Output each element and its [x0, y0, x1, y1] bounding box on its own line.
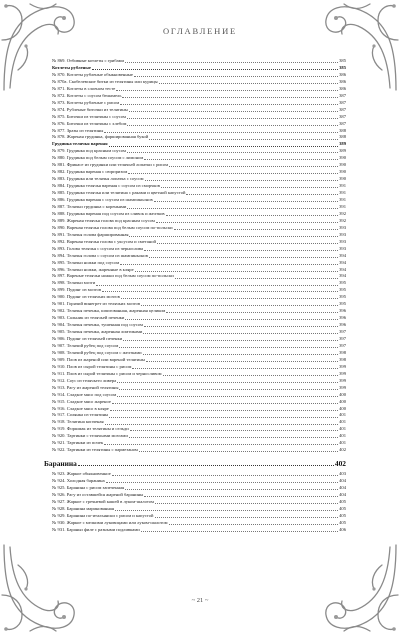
toc-entry [52, 211, 346, 218]
toc-entry-page: 399 [339, 363, 346, 369]
toc-entry-page: 395 [339, 287, 346, 293]
toc-entry [52, 357, 346, 364]
toc-entry-title: № 931. Бараньи филе с разными подливками [52, 526, 140, 532]
toc-entry-title: № 878. Жареная грудинка, фаршированная букой [52, 134, 149, 140]
dot-leader [139, 450, 338, 452]
toc-entry [52, 527, 346, 534]
toc-entry-page: 390 [339, 162, 346, 168]
dot-leader [130, 429, 338, 431]
toc-entry-title: № 914. Сладкое мясо под соусом [52, 391, 117, 397]
dot-leader [154, 200, 338, 202]
toc-entry [52, 371, 346, 378]
toc-entry-page: 398 [339, 349, 346, 355]
toc-entry-title: № 888. Грудинка вареная под соусом из сливок и желтков [52, 210, 165, 216]
toc-entry [52, 169, 346, 176]
toc-entry [52, 433, 346, 440]
dot-leader [132, 367, 338, 369]
page-title: ОГЛАВЛЕНИЕ [162, 26, 238, 36]
toc-entry [52, 399, 346, 406]
toc-entry-title: № 904. Телячья печенка, тушенная под соусом [52, 322, 143, 328]
toc-entry [52, 197, 346, 204]
toc-entry [52, 253, 346, 260]
toc-entry-title: № 913. Рагу из жареной телятины [52, 384, 119, 390]
dot-leader [145, 179, 339, 181]
dot-leader [135, 270, 338, 272]
toc-entry [52, 447, 346, 454]
toc-entry-title: № 923. Жаркое обыкновенное [52, 471, 111, 477]
toc-entry-page: 390 [339, 169, 346, 175]
dot-leader [144, 495, 338, 497]
toc-entry-title: № 930. Жаркое с мелкими луковицами или луком-шалотом [52, 519, 168, 525]
toc-entry [52, 280, 346, 287]
toc-entry-page: 399 [339, 370, 346, 376]
toc-entry-title: № 885. Грудинка телячья или телятина с раками и цветной капустой [52, 190, 186, 196]
dot-leader [128, 172, 338, 174]
toc-entry-page: 401 [339, 433, 346, 439]
toc-entry-page: 405 [339, 519, 346, 525]
toc-entry [52, 121, 346, 128]
toc-entry-title: № 887. Телячьи грудинка с кореньями [52, 203, 127, 209]
dot-leader [169, 165, 338, 167]
toc-entry-page: 401 [339, 426, 346, 432]
toc-entry-title: № 893. Голова телячья с соусом из чернослива [52, 245, 144, 251]
toc-entry [52, 406, 346, 413]
toc-entry-page: 401 [339, 440, 346, 446]
dot-leader [186, 193, 338, 195]
toc-entry [52, 378, 346, 385]
dot-leader [120, 263, 338, 265]
dot-leader [166, 214, 339, 216]
toc-entry-page: 388 [339, 127, 346, 133]
toc-entry-title: № 872. Котлеты с соусом бешамель [52, 92, 122, 98]
toc-section-heading [52, 141, 346, 148]
dot-leader [141, 304, 338, 306]
dot-leader [144, 249, 338, 251]
dot-leader [109, 416, 338, 418]
toc-entry-title: № 912. Соус из телячьего ливера [52, 377, 117, 383]
dot-leader [143, 353, 338, 355]
toc-entry [52, 343, 346, 350]
toc-entry-title: Грудинка телячья вареная [52, 141, 108, 147]
dot-leader [166, 311, 338, 313]
toc-entry-page: 386 [339, 78, 346, 84]
toc-entry-title: № 895. Телячьи ножки под соусом [52, 259, 120, 265]
toc-entry-page: 387 [339, 120, 346, 126]
toc-entry [52, 72, 346, 79]
toc-entry [52, 148, 346, 155]
dot-leader [109, 145, 339, 147]
toc-entry [52, 183, 346, 190]
toc-entry-page: 391 [339, 203, 346, 209]
toc-entry [52, 471, 346, 478]
page-number: ~ 21 ~ [191, 597, 209, 604]
dot-leader [127, 117, 338, 119]
toc-entry-page: 385 [339, 58, 346, 63]
toc-entry-title: № 884. Грудинка телячья вареная с соусом из сморчков [52, 183, 160, 189]
dot-leader [155, 502, 338, 504]
toc-entry-title: № 916. Сладкое мясо в кляре [52, 405, 109, 411]
toc-entry [52, 419, 346, 426]
toc-entry [52, 273, 346, 280]
toc-entry-title: № 907. Телячий рубец под соусом [52, 342, 119, 348]
toc-entry-page: 405 [339, 512, 346, 518]
dot-leader [129, 235, 338, 237]
toc-entry-title: № 873. Котлеты рубленые с рисом [52, 99, 120, 105]
bottom-left-ornament [0, 540, 85, 635]
toc-entry [52, 79, 346, 86]
dot-leader [127, 207, 338, 209]
dot-leader [144, 158, 338, 160]
dot-leader [104, 131, 338, 133]
toc-entry-title: № 882. Грудинка вареная с сюрпризом [52, 169, 128, 175]
toc-entry-page: 394 [339, 273, 346, 279]
toc-entry-title: № 875. Биточки из телятины с соусом [52, 113, 126, 119]
toc-entry [52, 315, 346, 322]
toc-entry-page: 397 [339, 336, 346, 341]
toc-entry [52, 86, 346, 93]
toc-entry-title: № 926. Рагу из оставшейся жареной баранины [52, 492, 144, 497]
toc-entry-title: № 889. Жареная телячья голова под красным соусом [52, 217, 155, 223]
toc-entry-page: 401 [339, 412, 346, 418]
toc-entry-title: № 903. Сальник из телячьей печенки [52, 315, 125, 321]
toc-entry-page: 397 [339, 342, 346, 348]
toc-entry [52, 100, 346, 107]
dot-leader [106, 481, 338, 483]
toc-entry-page: 395 [339, 301, 346, 307]
dot-leader [120, 103, 338, 105]
toc-entry [52, 520, 346, 527]
toc-entry [52, 225, 346, 232]
toc-entry-title: № 880. Грудинка под белым соусом с лимоном [52, 155, 144, 161]
toc-entry [52, 478, 346, 485]
dot-leader [104, 443, 338, 445]
toc-entry-page: 393 [339, 224, 346, 230]
toc-entry [52, 232, 346, 239]
toc-entry [52, 392, 346, 399]
toc-entry [52, 350, 346, 357]
toc-entry [52, 364, 346, 371]
dot-leader [121, 297, 338, 299]
toc-entry-title: № 870. Котлеты рубленые обыкновенные [52, 71, 133, 77]
toc-entry-page: 405 [339, 498, 346, 504]
toc-entry-page: 397 [339, 329, 346, 335]
toc-entry-page: 386 [339, 71, 346, 77]
dot-leader [141, 530, 338, 532]
toc-entry [52, 218, 346, 225]
dot-leader [122, 96, 338, 98]
dot-leader [112, 402, 338, 404]
dot-leader [149, 256, 338, 258]
dot-leader [125, 318, 338, 320]
toc-entry [52, 336, 346, 343]
toc-entry [52, 239, 346, 246]
dot-leader [117, 381, 338, 383]
toc-entry-page: 390 [339, 176, 346, 182]
dot-leader [157, 242, 338, 244]
toc-entry-page: 400 [339, 398, 346, 404]
dot-leader [119, 346, 338, 348]
toc-entry-title: № 876. Биточки из телятины с хлебом [52, 120, 127, 126]
toc-entry [52, 246, 346, 253]
toc-entry-title: № 877. Зразы из телятины [52, 127, 104, 133]
toc-entry-title: № 901. Горячий винегрет из телячьих мозгов [52, 301, 140, 307]
toc-entry [52, 107, 346, 114]
toc-entry-page: 387 [339, 99, 346, 105]
toc-entry [52, 190, 346, 197]
toc-entry [52, 322, 346, 329]
toc-entry-page: 394 [339, 259, 346, 265]
toc-entry-page: 391 [339, 197, 346, 202]
dot-leader [143, 332, 338, 334]
toc-entry-page: 389 [339, 148, 346, 154]
dot-leader [102, 290, 338, 292]
toc-entry-page: 386 [339, 85, 346, 91]
toc-entry [52, 58, 346, 65]
toc-entry-title: Баранина [44, 459, 77, 469]
toc-entry-page: 387 [339, 106, 346, 112]
toc-entry-title: № 869. Отбивные котлеты с грибами [52, 58, 125, 63]
toc-entry-title: № 897. Вареные телячьи ножки под белым соусом по-польски [52, 273, 174, 279]
toc-entry-page: 385 [339, 64, 346, 70]
toc-entry-page: 398 [339, 356, 346, 362]
dot-leader [119, 388, 338, 390]
dot-leader [125, 488, 338, 490]
toc-entry-page: 406 [339, 526, 346, 532]
toc-entry-title: № 921. Тартинки из почек [52, 440, 104, 446]
toc-entry-title: № 871. Котлеты в слоеном тесте [52, 85, 116, 91]
toc-entry-page: 392 [339, 217, 346, 223]
toc-entry [52, 267, 346, 274]
toc-entry-page: 388 [339, 134, 346, 140]
toc-section-heading [44, 459, 346, 468]
toc-entry-title: № 883. Грудинка или телячья лопатка с соусом [52, 176, 144, 182]
toc-entry-page: 400 [339, 391, 346, 397]
toc-entry-page: 390 [339, 155, 346, 161]
dot-leader [110, 409, 338, 411]
toc-entry-page: 401 [339, 419, 346, 425]
toc-entry [52, 260, 346, 267]
toc-entry-page: 404 [339, 485, 346, 491]
toc-entry [52, 114, 346, 121]
dot-leader [127, 124, 338, 126]
toc-entry [52, 128, 346, 135]
toc-entry [52, 485, 346, 492]
toc-entry-title: № 917. Солянка из телятины [52, 412, 109, 418]
dot-leader [105, 423, 338, 425]
toc-entry-title: № 915. Сладкое мясо жареное [52, 398, 111, 404]
toc-entry-page: 402 [339, 447, 346, 453]
dot-leader [116, 89, 338, 91]
toc-entry-title: Котлеты рубленые [52, 64, 91, 70]
toc-entry-title: № 896. Телячьи ножки, жаренные в кляре [52, 266, 134, 272]
toc-entry-title: № 919. Форшмак из телятины и сельди [52, 426, 129, 432]
toc-entry [52, 294, 346, 301]
toc-entry [52, 134, 346, 141]
toc-entry-title: № 925. Баранина с рисом запеченная [52, 485, 125, 491]
toc-entry-title: № 905. Телячья печенка, жаренная ломтиками [52, 329, 143, 335]
dot-leader [159, 82, 338, 84]
bottom-right-ornament [315, 540, 400, 635]
toc-entry-title: № 879. Грудинка под красным соусом [52, 148, 126, 154]
toc-entry-page: 404 [339, 478, 346, 484]
dot-leader [78, 464, 334, 466]
dot-leader [112, 474, 338, 476]
toc-entry [52, 513, 346, 520]
toc-entry-page: 387 [339, 113, 346, 119]
toc-entry-page: 395 [339, 280, 346, 286]
toc-entry-title: № 920. Тартинки с телячьими мозгами [52, 433, 128, 439]
toc-entry-title: № 892. Вареная телячья голова с уксусом и сметаной [52, 238, 157, 244]
toc-entry-title: № 874. Рубленые биточки из телятины [52, 106, 128, 112]
dot-leader [129, 436, 338, 438]
toc-entry-title: № 924. Холодная баранина [52, 478, 105, 484]
toc-entry [52, 412, 346, 419]
toc-entry-page: 399 [339, 384, 346, 390]
toc-entry [52, 204, 346, 211]
toc-entry-page: 396 [339, 322, 346, 328]
toc-entry [52, 426, 346, 433]
toc-entry-page: 404 [339, 492, 346, 497]
dot-leader [92, 68, 338, 70]
dot-leader [161, 186, 338, 188]
dot-leader [123, 339, 338, 341]
toc-entry-title: № 898. Телячьи мозги [52, 280, 96, 286]
dot-leader [127, 151, 338, 153]
dot-leader [129, 110, 338, 112]
toc-entry-page: 399 [339, 377, 346, 383]
toc-entry-page: 400 [339, 405, 346, 411]
toc-entry-page: 405 [339, 505, 346, 511]
toc-entry [52, 162, 346, 169]
toc-entry-page: 402 [334, 459, 346, 469]
dot-leader [169, 523, 339, 525]
toc-entry-page: 391 [339, 183, 346, 189]
toc-entry-title: № 929. Баранина по-итальянски с рисом и капустой [52, 512, 154, 518]
dot-leader [174, 228, 338, 230]
toc-entry-page: 392 [339, 210, 346, 216]
toc-entry-title: № 870а. Скобелевские битки из телятины или курицы [52, 78, 158, 84]
toc-entry [52, 308, 346, 315]
toc-entry-page: 387 [339, 92, 346, 98]
toc-entry [52, 329, 346, 336]
toc-entry-page: 394 [339, 252, 346, 258]
toc-entry-page: 389 [339, 141, 346, 147]
dot-leader [115, 509, 338, 511]
toc-entry-title: № 909. Плов из жареной или вареной телятины [52, 356, 145, 362]
toc-entry [52, 492, 346, 499]
toc-entry-title: № 890. Вареная телячья голова под белым соусом по-польски [52, 224, 173, 230]
dot-leader [163, 374, 339, 376]
dot-leader [144, 325, 338, 327]
toc-entry-page: 403 [339, 471, 346, 477]
toc-entry-page: 394 [339, 266, 346, 272]
toc-entry-title: № 900. Пудинг из телячьих мозгов [52, 294, 120, 300]
toc-entry-title: № 928. Баранина маринованная [52, 505, 114, 511]
toc-entry-title: № 886. Грудинка вареная с соусом из шампиньонов [52, 197, 153, 202]
toc-entry-title: № 927. Жаркое с гречневой кашей в луком-шалотом [52, 498, 154, 504]
toc-entry-title: № 906. Пудинг из телячьей печенки [52, 336, 123, 341]
toc-entry-title: № 918. Телятина копченая [52, 419, 104, 425]
toc-entry-title: № 894. Телячья голова с соусом из шампиньонов [52, 252, 148, 258]
toc-entry [52, 301, 346, 308]
dot-leader [146, 360, 338, 362]
toc-entry [52, 506, 346, 513]
toc-entry-title: № 911. Плов из сырой телятины с рисом и черносливом [52, 370, 162, 376]
toc-entry [52, 385, 346, 392]
dot-leader [156, 221, 338, 223]
toc-entry-page: 396 [339, 308, 346, 314]
toc-entry-title: № 891. Телячья голова фаршированная [52, 231, 129, 237]
toc-entry-title: № 902. Телячья печенка, шпигованная, жаренная целиком [52, 308, 166, 314]
toc-entry [52, 176, 346, 183]
toc-entry [52, 499, 346, 506]
toc-entry [52, 287, 346, 294]
toc-entry-title: № 922. Тартинки из телятины с пармезаном [52, 447, 138, 453]
toc-entry-title: № 910. Плов из сырой телятины с рисом [52, 363, 132, 369]
toc-entry-title: № 908. Телячий рубец под соусом с желтками [52, 349, 142, 355]
dot-leader [134, 75, 338, 77]
toc-entry [52, 440, 346, 447]
toc-entry-title: № 899. Пудинг из мозгов [52, 287, 102, 293]
dot-leader [149, 138, 338, 140]
dot-leader [125, 61, 338, 63]
dot-leader [175, 277, 338, 279]
dot-leader [155, 516, 339, 518]
toc-entry-page: 391 [339, 190, 346, 196]
toc-entry-page: 396 [339, 315, 346, 321]
dot-leader [117, 395, 338, 397]
toc-entry-page: 395 [339, 294, 346, 300]
dot-leader [96, 284, 338, 286]
toc-entry-page: 393 [339, 245, 346, 251]
toc-entry-page: 393 [339, 231, 346, 237]
toc-entry-title: № 881. Фрикасе из грудинки или телячьей лопатки с рисом [52, 162, 169, 168]
toc-section-heading [52, 65, 346, 72]
toc-entry [52, 93, 346, 100]
toc-entry-page: 393 [339, 238, 346, 244]
toc-entry [52, 155, 346, 162]
